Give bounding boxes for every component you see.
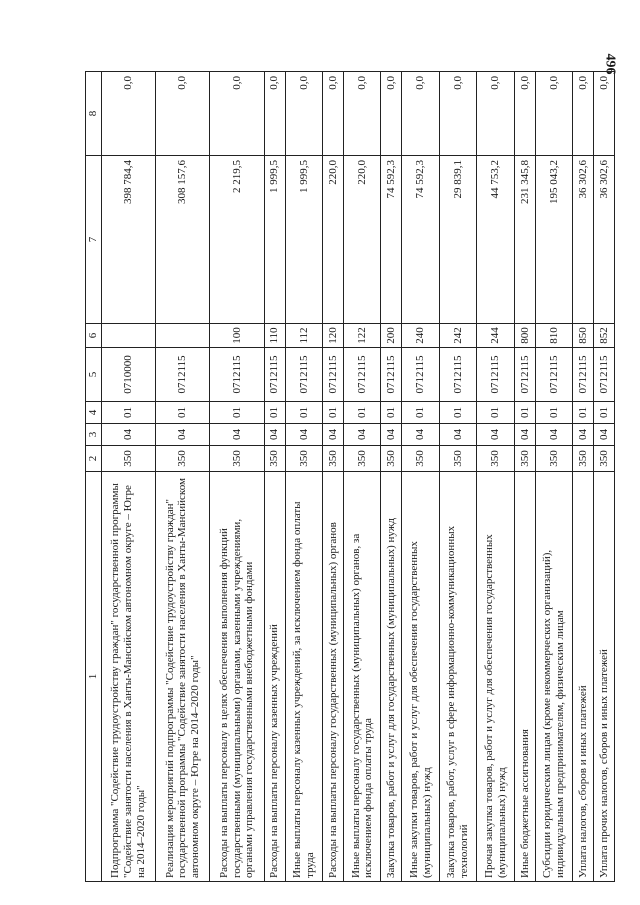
- row-code-section: 04: [285, 424, 323, 446]
- budget-table: [85, 71, 615, 882]
- row-code-ministry: 350: [156, 446, 210, 472]
- row-code-section: 04: [343, 424, 381, 446]
- table-row: [264, 72, 285, 882]
- row-code-subsection: 01: [381, 402, 402, 424]
- row-description: Уплата налогов, сборов и иных платежей: [573, 472, 594, 882]
- row-code-section: 04: [402, 424, 440, 446]
- row-amount-extra: 0,0: [264, 72, 285, 156]
- row-code-subsection: 01: [594, 402, 615, 424]
- row-code-ministry: 350: [439, 446, 477, 472]
- row-description: Субсидии юридическим лицам (кроме некоммерческих организаций), индивидуальным предпринимателям, физическим лицам: [535, 472, 573, 882]
- column-header-7: 7: [86, 156, 102, 324]
- row-amount: 36 302,6: [594, 156, 615, 324]
- column-header-8: 8: [86, 72, 102, 156]
- row-code-section: 04: [323, 424, 344, 446]
- row-amount-extra: 0,0: [101, 72, 155, 156]
- row-code-section: 04: [101, 424, 155, 446]
- column-header-6: 6: [86, 324, 102, 348]
- row-amount: 220,0: [323, 156, 344, 324]
- header-row: [86, 72, 102, 882]
- column-header-3: 3: [86, 424, 102, 446]
- row-code-ministry: 350: [323, 446, 344, 472]
- table-row: [439, 72, 477, 882]
- row-code-ministry: 350: [515, 446, 536, 472]
- row-description: Иные бюджетные ассигнования: [515, 472, 536, 882]
- row-amount: 74 592,3: [402, 156, 440, 324]
- row-code-target-item: 0712115: [402, 348, 440, 402]
- row-code-expense-type: 112: [285, 324, 323, 348]
- row-code-target-item: 0712115: [594, 348, 615, 402]
- row-code-target-item: 0712115: [573, 348, 594, 402]
- row-code-expense-type: 850: [573, 324, 594, 348]
- row-amount: 308 157,6: [156, 156, 210, 324]
- row-code-subsection: 01: [535, 402, 573, 424]
- row-amount: 220,0: [343, 156, 381, 324]
- row-amount: 195 043,2: [535, 156, 573, 324]
- row-amount: 231 345,8: [515, 156, 536, 324]
- table-row: [323, 72, 344, 882]
- row-code-section: 04: [439, 424, 477, 446]
- row-amount: 2 219,5: [210, 156, 264, 324]
- table-row: [402, 72, 440, 882]
- row-code-expense-type: 240: [402, 324, 440, 348]
- row-code-subsection: 01: [573, 402, 594, 424]
- row-amount: 36 302,6: [573, 156, 594, 324]
- row-code-expense-type: 242: [439, 324, 477, 348]
- row-code-ministry: 350: [594, 446, 615, 472]
- row-code-subsection: 01: [285, 402, 323, 424]
- row-code-subsection: 01: [477, 402, 515, 424]
- table-row: [343, 72, 381, 882]
- row-code-target-item: 0712115: [156, 348, 210, 402]
- row-amount-extra: 0,0: [477, 72, 515, 156]
- row-code-expense-type: [101, 324, 155, 348]
- row-code-ministry: 350: [402, 446, 440, 472]
- row-amount-extra: 0,0: [156, 72, 210, 156]
- row-code-target-item: 0712115: [285, 348, 323, 402]
- table-row: [515, 72, 536, 882]
- row-description: Подпрограмма "Содействие трудоустройству граждан" государственной программы "Содействие занятости населения в Ханты-Мансийском автономном округе – Югре на 2014–2020 годы": [101, 472, 155, 882]
- row-description: Закупка товаров, работ, услуг в сфере информационно-коммуникационных технологий: [439, 472, 477, 882]
- row-description: Иные выплаты персоналу государственных (муниципальных) органов, за исключением фонда оплаты труда: [343, 472, 381, 882]
- row-code-subsection: 01: [439, 402, 477, 424]
- row-code-subsection: 01: [101, 402, 155, 424]
- table-row: [594, 72, 615, 882]
- row-amount: 1 999,5: [285, 156, 323, 324]
- row-amount-extra: 0,0: [594, 72, 615, 156]
- row-code-section: 04: [264, 424, 285, 446]
- row-code-target-item: 0712115: [439, 348, 477, 402]
- row-amount: 398 784,4: [101, 156, 155, 324]
- row-amount-extra: 0,0: [285, 72, 323, 156]
- row-code-subsection: 01: [264, 402, 285, 424]
- page-number: 496: [602, 53, 618, 75]
- row-amount-extra: 0,0: [323, 72, 344, 156]
- row-code-section: 04: [210, 424, 264, 446]
- row-description: Расходы на выплаты персоналу казенных учреждений: [264, 472, 285, 882]
- row-amount-extra: 0,0: [381, 72, 402, 156]
- row-code-expense-type: 852: [594, 324, 615, 348]
- row-code-subsection: 01: [210, 402, 264, 424]
- row-description: Иные закупки товаров, работ и услуг для обеспечения государственных (муниципальных) нужд: [402, 472, 440, 882]
- row-amount: 29 839,1: [439, 156, 477, 324]
- row-amount-extra: 0,0: [439, 72, 477, 156]
- row-code-subsection: 01: [515, 402, 536, 424]
- row-code-section: 04: [156, 424, 210, 446]
- row-description: Реализация мероприятий подпрограммы "Содействие трудоустройству граждан" государственной программы "Содействие занятости населения в Ханты-Мансийском автономном округе – Югре на 2014–2020 годы": [156, 472, 210, 882]
- row-code-section: 04: [477, 424, 515, 446]
- row-code-target-item: 0712115: [381, 348, 402, 402]
- row-code-ministry: 350: [477, 446, 515, 472]
- row-code-ministry: 350: [264, 446, 285, 472]
- row-code-ministry: 350: [343, 446, 381, 472]
- row-code-section: 04: [381, 424, 402, 446]
- row-code-ministry: 350: [210, 446, 264, 472]
- row-code-expense-type: 810: [535, 324, 573, 348]
- row-description: Расходы на выплаты персоналу государственных (муниципальных) органов: [323, 472, 344, 882]
- row-code-expense-type: 800: [515, 324, 536, 348]
- row-amount-extra: 0,0: [343, 72, 381, 156]
- column-header-2: 2: [86, 446, 102, 472]
- row-code-subsection: 01: [402, 402, 440, 424]
- row-code-target-item: 0712115: [477, 348, 515, 402]
- row-code-target-item: 0712115: [210, 348, 264, 402]
- rotated-table-wrapper: [85, 72, 615, 882]
- row-code-subsection: 01: [343, 402, 381, 424]
- row-code-expense-type: 120: [323, 324, 344, 348]
- row-code-target-item: 0712115: [343, 348, 381, 402]
- row-code-target-item: 0712115: [535, 348, 573, 402]
- table-row: [210, 72, 264, 882]
- row-amount-extra: 0,0: [573, 72, 594, 156]
- row-code-expense-type: 100: [210, 324, 264, 348]
- row-code-section: 04: [594, 424, 615, 446]
- column-header-4: 4: [86, 402, 102, 424]
- row-code-target-item: 0710000: [101, 348, 155, 402]
- row-code-target-item: 0712115: [515, 348, 536, 402]
- row-code-section: 04: [535, 424, 573, 446]
- row-code-subsection: 01: [323, 402, 344, 424]
- row-description: Закупка товаров, работ и услуг для государственных (муниципальных) нужд: [381, 472, 402, 882]
- row-code-ministry: 350: [285, 446, 323, 472]
- row-amount: 44 753,2: [477, 156, 515, 324]
- row-code-expense-type: [156, 324, 210, 348]
- row-code-expense-type: 200: [381, 324, 402, 348]
- row-description: Расходы на выплаты персоналу в целях обеспечения выполнения функций государственными (муниципальными) органами, казенными учреждениями, органами управления государственными внебюджетными фондами: [210, 472, 264, 882]
- table-row: [477, 72, 515, 882]
- row-description: Иные выплаты персоналу казенных учреждений, за исключением фонда оплаты труда: [285, 472, 323, 882]
- row-amount-extra: 0,0: [535, 72, 573, 156]
- row-code-section: 04: [573, 424, 594, 446]
- row-description: Прочая закупка товаров, работ и услуг для обеспечения государственных (муниципальных) нужд: [477, 472, 515, 882]
- row-amount-extra: 0,0: [210, 72, 264, 156]
- table-row: [535, 72, 573, 882]
- row-code-ministry: 350: [573, 446, 594, 472]
- row-code-expense-type: 110: [264, 324, 285, 348]
- row-code-subsection: 01: [156, 402, 210, 424]
- row-amount-extra: 0,0: [515, 72, 536, 156]
- table-row: [285, 72, 323, 882]
- row-code-ministry: 350: [535, 446, 573, 472]
- row-amount: 1 999,5: [264, 156, 285, 324]
- row-code-ministry: 350: [101, 446, 155, 472]
- row-amount: 74 592,3: [381, 156, 402, 324]
- table-row: [381, 72, 402, 882]
- row-code-target-item: 0712115: [323, 348, 344, 402]
- row-code-ministry: 350: [381, 446, 402, 472]
- table-row: [573, 72, 594, 882]
- column-header-1: 1: [86, 472, 102, 882]
- row-code-target-item: 0712115: [264, 348, 285, 402]
- row-description: Уплата прочих налогов, сборов и иных платежей: [594, 472, 615, 882]
- column-header-5: 5: [86, 348, 102, 402]
- row-code-expense-type: 122: [343, 324, 381, 348]
- table-body: [101, 72, 614, 882]
- row-code-expense-type: 244: [477, 324, 515, 348]
- row-amount-extra: 0,0: [402, 72, 440, 156]
- table-row: [156, 72, 210, 882]
- row-code-section: 04: [515, 424, 536, 446]
- table-row: [101, 72, 155, 882]
